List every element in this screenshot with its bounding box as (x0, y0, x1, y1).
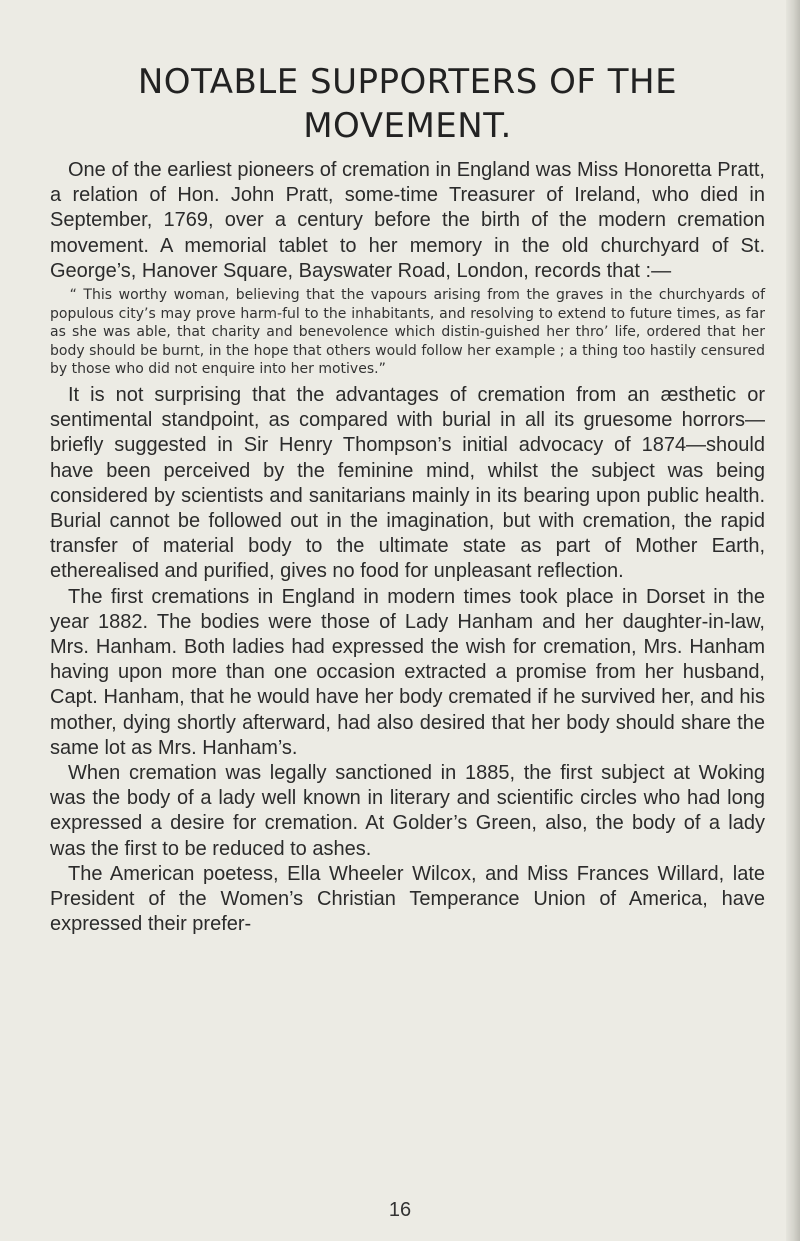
title-line-2: MOVEMENT. (303, 106, 512, 146)
title-line-1: NOTABLE SUPPORTERS OF THE (137, 62, 678, 102)
paragraph-2: It is not surprising that the advantages of cremation from an æsthetic or sentimental standpoint, as compared with burial in all its gruesome horrors—briefly suggested in Sir Henry Thompson’s initial advocacy of 1874—should have been perceived by the feminine mind, whilst the subject was being considered by scientists and sanitarians mainly in its bearing upon public health. Burial cannot be followed out in the imagination, but with cremation, the rapid transfer of material body to the ultimate state as part of Mother Earth, etherealised and purified, gives no food for unpleasant reflection. (50, 383, 765, 583)
page-title (50, 60, 765, 148)
paragraph-5: The American poetess, Ella Wheeler Wilcox, and Miss Frances Willard, late President of the Women’s Christian Temperance Union of America, have expressed their prefer- (50, 862, 765, 936)
paragraph-1: One of the earliest pioneers of cremation in England was Miss Honoretta Pratt, a relation of Hon. John Pratt, some-time Treasurer of Ireland, who died in September, 1769, over a century before the birth of the modern cremation movement. A memorial tablet to her memory in the old churchyard of St. George’s, Hanover Square, Bayswater Road, London, records that :— (50, 159, 765, 282)
memorial-quote: “ This worthy woman, believing that the vapours arising from the graves in the churchyards of populous city’s may prove harm-ful to the inhabitants, and resolving to extend to future times, as far as she was able, that charity and benevolence which distin-guished her thro’ life, ordered that her body should be burnt, in the hope that others would follow her example ; a thing too hastily censured by those who did not enquire into her motives.” (50, 287, 765, 378)
page-edge-shadow (786, 0, 800, 1241)
page-content (50, 60, 765, 937)
paragraph-4: When cremation was legally sanctioned in 1885, the first subject at Woking was the body of a lady well known in literary and scientific circles who had long expressed a desire for cremation. At Golder’s Green, also, the body of a lady was the first to be reduced to ashes. (50, 762, 765, 860)
page-number: 16 (388, 1199, 412, 1221)
paragraph-3: The first cremations in England in modern times took place in Dorset in the year 1882. The bodies were those of Lady Hanham and her daughter-in-law, Mrs. Hanham. Both ladies had expressed the wish for cremation, Mrs. Hanham having upon more than one occasion extracted a promise from her husband, Capt. Hanham, that he would have her body cremated if he survived her, and his mother, dying shortly afterward, had also desired that her body should share the same lot as Mrs. Hanham’s. (50, 585, 765, 759)
